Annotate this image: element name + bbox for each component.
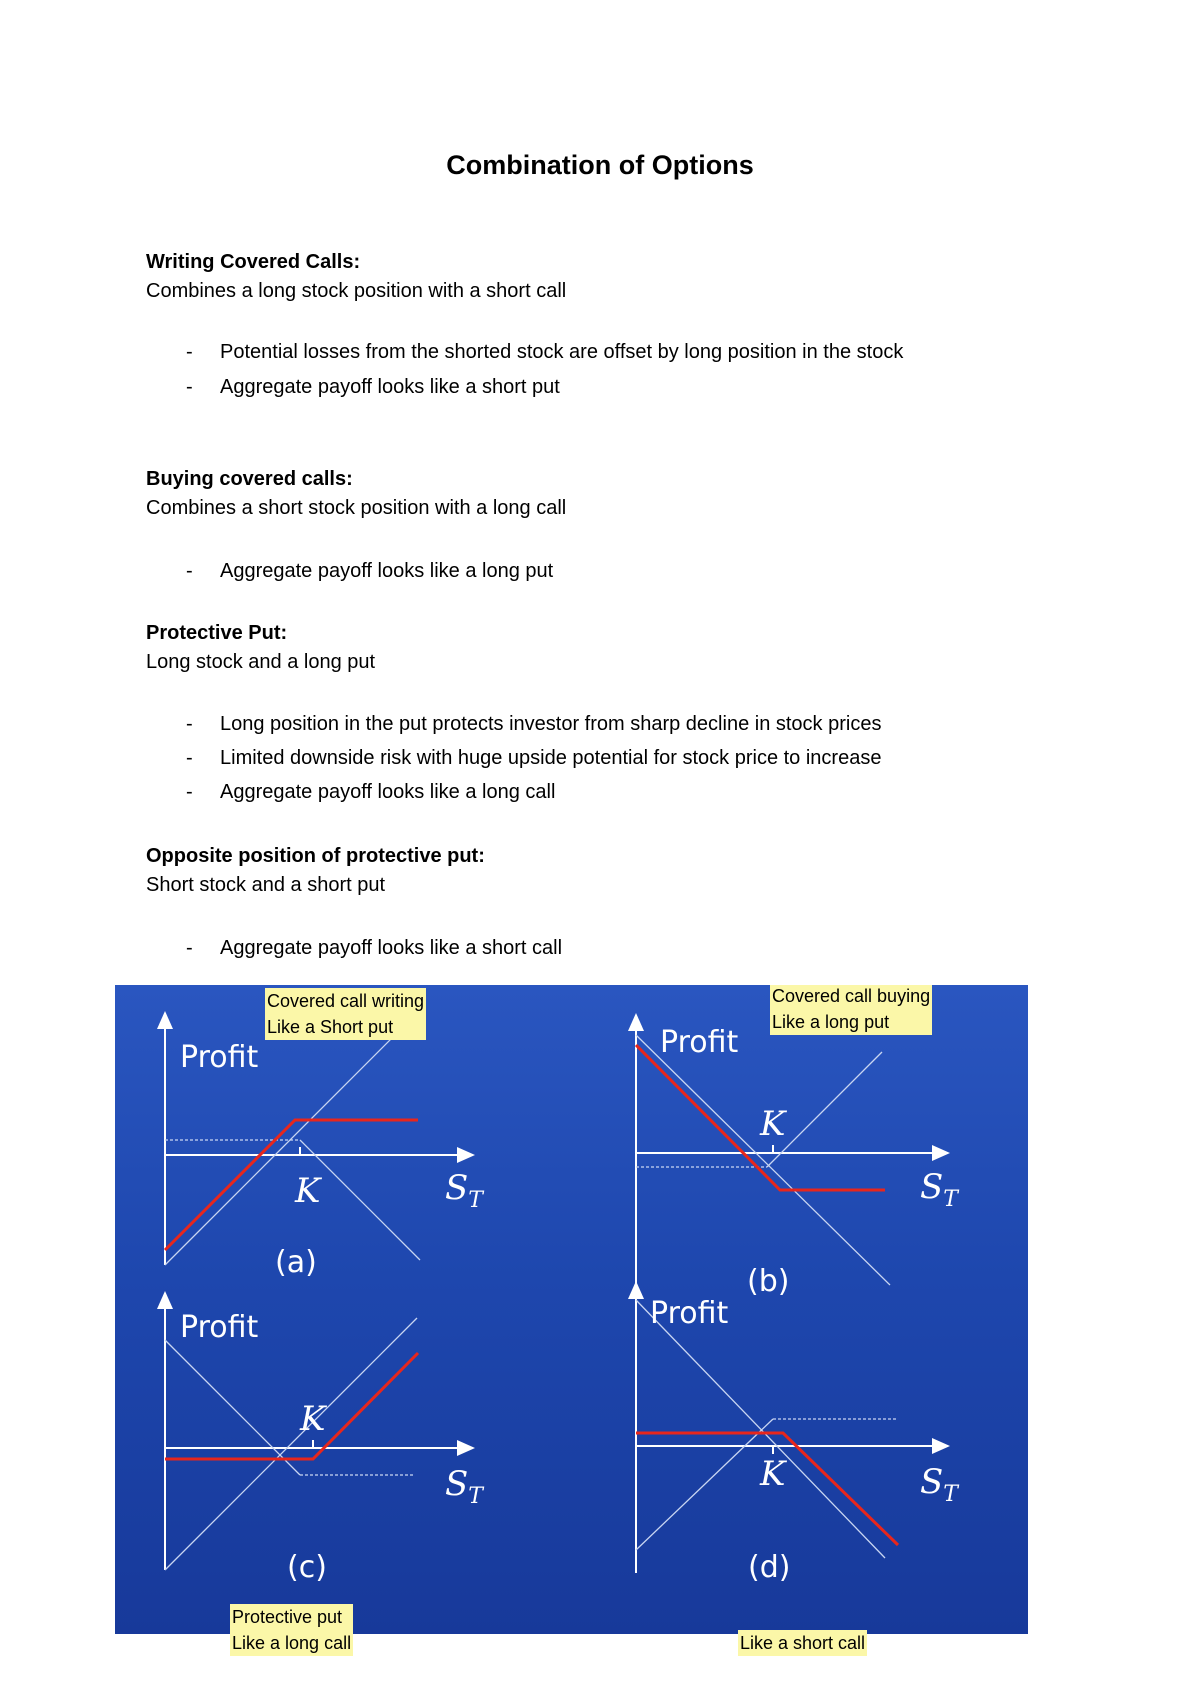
panel-b — [636, 1015, 960, 1299]
x-axis-subscript: T — [468, 1188, 483, 1213]
annotation-line: Protective put — [232, 1607, 343, 1627]
bullet-item — [186, 560, 553, 583]
section-heading: Protective Put: — [146, 622, 288, 644]
x-axis-label — [445, 1464, 485, 1509]
x-axis-label — [920, 1167, 960, 1212]
x-axis-subscript: T — [943, 1187, 958, 1212]
bullet-item — [186, 713, 881, 736]
panel-label: (c) — [287, 1550, 327, 1585]
bullet-text: Limited downside risk with huge upside potential for stock price to increase — [220, 747, 882, 769]
bullet-marker: - — [186, 937, 193, 959]
page-title: Combination of Options — [446, 150, 754, 180]
bullet-text: Potential losses from the shorted stock are offset by long position in the stock — [220, 341, 904, 363]
annotation-short-call — [738, 1630, 867, 1656]
strike-label: K — [295, 1171, 321, 1211]
bullet-marker: - — [186, 341, 193, 363]
x-axis-subscript: T — [943, 1482, 958, 1507]
panel-label: (d) — [748, 1550, 791, 1585]
bullet-marker: - — [186, 560, 193, 582]
strike-label: K — [760, 1454, 786, 1494]
bullet-item — [186, 747, 881, 770]
bullet-item — [186, 376, 560, 399]
short-stock-line — [636, 1300, 885, 1558]
panel-c — [165, 1293, 485, 1585]
x-axis-label-text: S — [445, 1168, 469, 1208]
long-put-line — [165, 1340, 300, 1475]
short-stock-line — [636, 1035, 890, 1285]
y-axis-label: Profit — [180, 1310, 259, 1345]
section-subtitle: Long stock and a long put — [146, 651, 376, 673]
bullet-marker: - — [186, 376, 193, 398]
bullet-text: Aggregate payoff looks like a short call — [220, 937, 563, 959]
x-axis-subscript: T — [468, 1484, 483, 1509]
panel-label: (b) — [747, 1264, 790, 1299]
panel-label: (a) — [275, 1245, 317, 1280]
section-subtitle: Combines a short stock position with a long call — [146, 497, 567, 519]
annotation-covered-call-writing — [265, 988, 426, 1040]
x-axis-label — [445, 1168, 485, 1213]
annotation-covered-call-buying — [770, 985, 932, 1035]
bullet-item — [186, 937, 562, 960]
annotation-line: Like a long put — [772, 1012, 890, 1032]
long-stock-line — [165, 1318, 417, 1570]
bullet-text: Aggregate payoff looks like a long call — [220, 781, 556, 803]
bullet-text: Aggregate payoff looks like a long put — [220, 560, 554, 582]
annotation-line: Covered call buying — [772, 986, 931, 1006]
bullet-marker: - — [186, 713, 193, 735]
x-axis-label — [920, 1462, 960, 1507]
annotation-line: Like a Short put — [267, 1017, 394, 1037]
bullet-text: Long position in the put protects investor from sharp decline in stock prices — [220, 713, 882, 735]
section-heading: Writing Covered Calls: — [146, 251, 361, 273]
x-axis-label-text: S — [920, 1167, 944, 1207]
annotation-line: Covered call writing — [267, 991, 425, 1011]
bullet-marker: - — [186, 781, 193, 803]
section-heading: Buying covered calls: — [146, 468, 353, 490]
section-subtitle: Combines a long stock position with a short call — [146, 280, 567, 302]
annotation-line: Like a long call — [232, 1633, 352, 1653]
section-subtitle: Short stock and a short put — [146, 874, 386, 896]
x-axis-label-text: S — [445, 1464, 469, 1504]
bullet-text: Aggregate payoff looks like a short put — [220, 376, 560, 398]
short-put-line — [636, 1419, 773, 1550]
panel-d — [636, 1283, 960, 1585]
annotation-protective-put — [230, 1604, 353, 1656]
annotation-line: Like a short call — [740, 1633, 866, 1653]
strike-label: K — [760, 1104, 786, 1144]
y-axis-label: Profit — [180, 1040, 259, 1075]
y-axis-label: Profit — [660, 1025, 739, 1060]
section-heading: Opposite position of protective put: — [146, 845, 485, 867]
bullet-item — [186, 781, 555, 804]
strike-label: K — [300, 1399, 326, 1439]
bullet-marker: - — [186, 747, 193, 769]
x-axis-label-text: S — [920, 1462, 944, 1502]
y-axis-label: Profit — [650, 1296, 729, 1331]
payoff-diagram-figure — [115, 985, 1028, 1634]
bullet-item — [186, 341, 903, 364]
panel-a — [165, 1010, 485, 1280]
